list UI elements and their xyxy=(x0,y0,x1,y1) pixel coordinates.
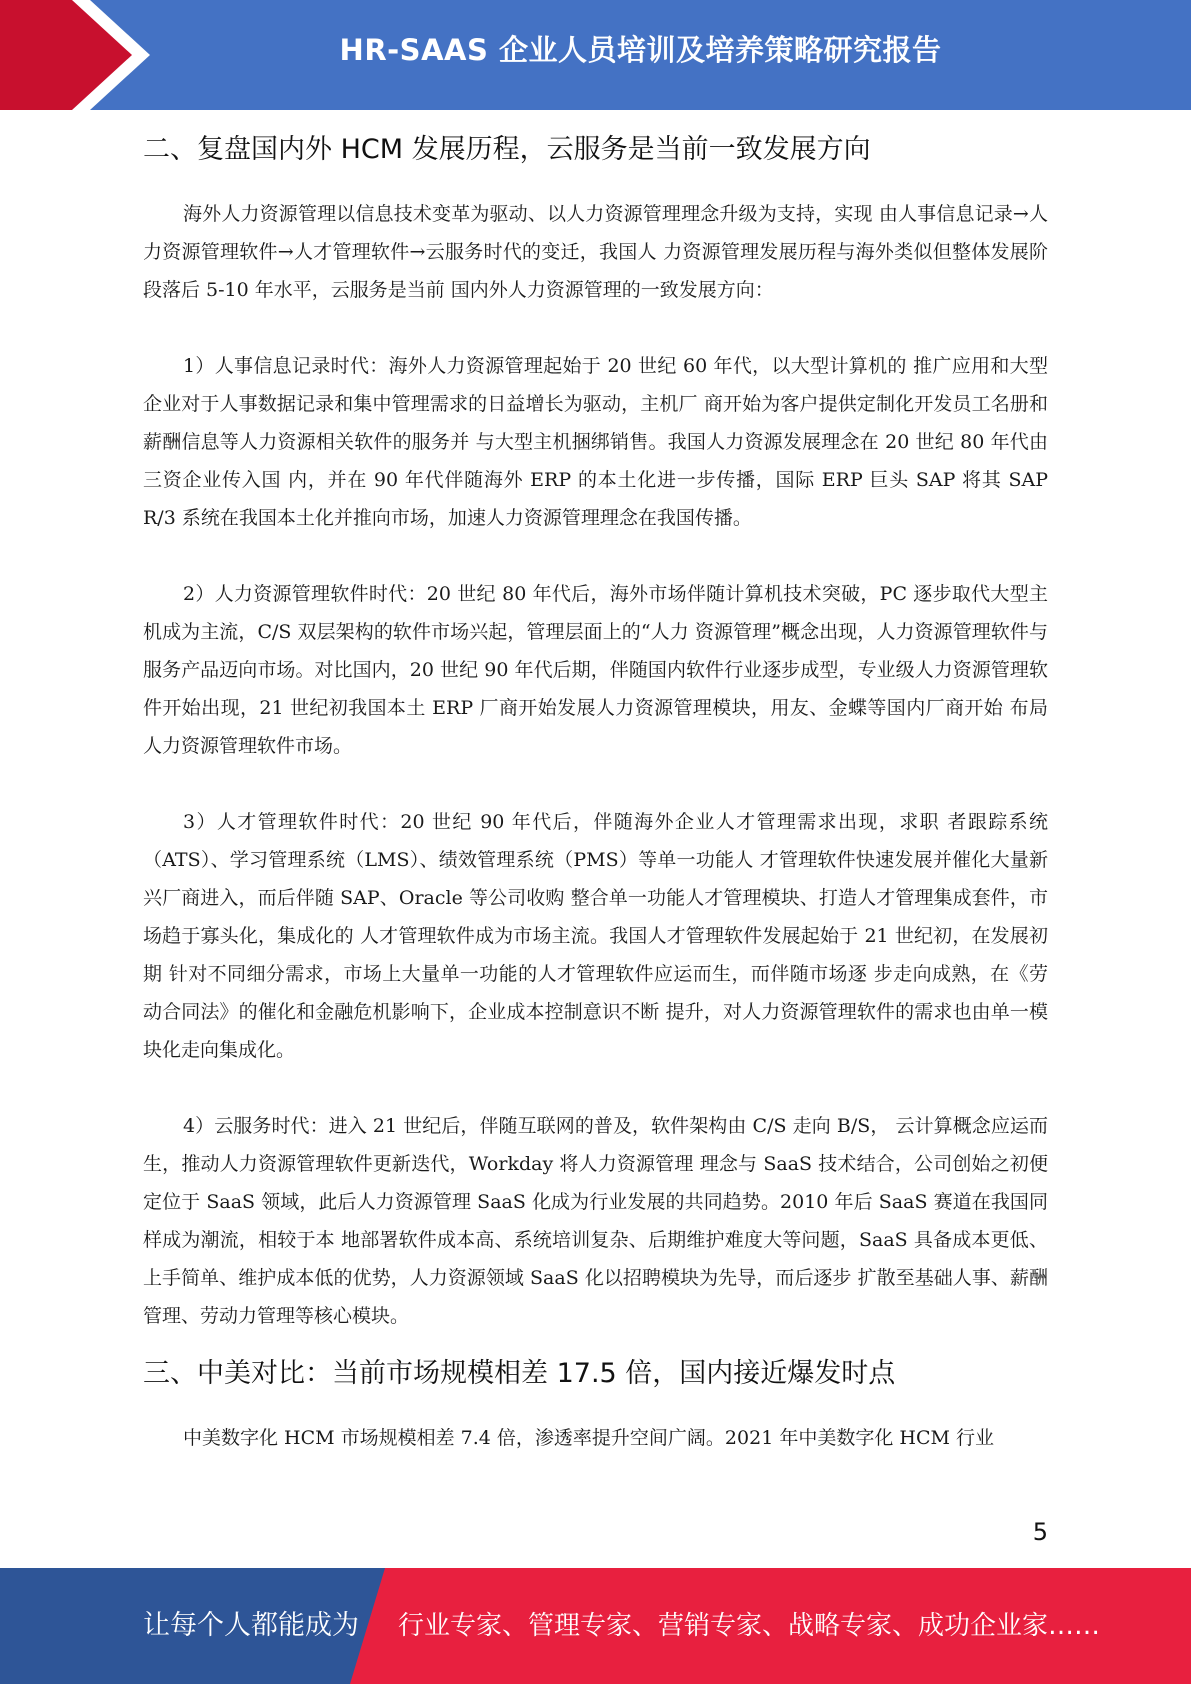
paragraph: 1）人事信息记录时代：海外人力资源管理起始于 20 世纪 60 年代，以大型计算机的 推广应用和大型企业对于人事数据记录和集中管理需求的日益增长为驱动，主机厂 商开始为客户提供定制化开发员工名册和薪酬信息等人力资源相关软件的服务并 与大型主机捆绑销售。我国人力资源发展理念在 20 世纪 80 年代由三资企业传入国 内，并在 90 年代伴随海外 ERP 的本土化进一步传播，国际 ERP 巨头 SAP 将其 SAP R/3 系统在我国本土化并推向市场，加速人力资源管理理念在我国传播。 xyxy=(143,355,1048,529)
paragraph: 中美数字化 HCM 市场规模相差 7.4 倍，渗透率提升空间广阔。2021 年中美数字化 HCM 行业 xyxy=(183,1427,994,1449)
footer-slogan-left: 让每个人都能成为 xyxy=(143,1610,359,1641)
paragraph: 海外人力资源管理以信息技术变革为驱动、以人力资源管理理念升级为支持，实现 由人事信息记录→人力资源管理软件→人才管理软件→云服务时代的变迁，我国人 力资源管理发展历程与海外类似但整体发展阶段落后 5-10 年水平，云服务是当前 国内外人力资源管理的一致发展方向： xyxy=(143,203,1048,301)
page-footer xyxy=(0,1568,1191,1684)
page-number: 5 xyxy=(1032,1518,1048,1546)
section-title: 二、复盘国内外 HCM 发展历程，云服务是当前一致发展方向 xyxy=(143,134,871,165)
paragraph: 4）云服务时代：进入 21 世纪后，伴随互联网的普及，软件架构由 C/S 走向 B/S， 云计算概念应运而生，推动人力资源管理软件更新迭代，Workday 将人力资源管理 理念与 SaaS 技术结合，公司创始之初便定位于 SaaS 领域，此后人力资源管理 SaaS 化成为行业发展的共同趋势。2010 年后 SaaS 赛道在我国同样成为潮流，相较于本 地部署软件成本高、系统培训复杂、后期维护难度大等问题，SaaS 具备成本更低、 上手简单、维护成本低的优势，人力资源领域 SaaS 化以招聘模块为先导，而后逐步 扩散至基础人事、薪酬管理、劳动力管理等核心模块。 xyxy=(143,1115,1048,1327)
header-chevron-decoration xyxy=(0,0,150,110)
paragraph: 3）人才管理软件时代：20 世纪 90 年代后，伴随海外企业人才管理需求出现，求职 者跟踪系统（ATS）、学习管理系统（LMS）、绩效管理系统（PMS）等单一功能人 才管理软件快速发展并催化大量新兴厂商进入，而后伴随 SAP、Oracle 等公司收购 整合单一功能人才管理模块、打造人才管理集成套件，市场趋于寡头化，集成化的 人才管理软件成为市场主流。我国人才管理软件发展起始于 21 世纪初，在发展初期 针对不同细分需求，市场上大量单一功能的人才管理软件应运而生，而伴随市场逐 步走向成熟，在《劳动合同法》的催化和金融危机影响下，企业成本控制意识不断 提升，对人力资源管理软件的需求也由单一模块化走向集成化。 xyxy=(143,811,1048,1061)
paragraph: 2）人力资源管理软件时代：20 世纪 80 年代后，海外市场伴随计算机技术突破，PC 逐步取代大型主机成为主流，C/S 双层架构的软件市场兴起，管理层面上的“人力 资源管理”概念出现，人力资源管理软件与服务产品迈向市场。对比国内，20 世纪 90 年代后期，伴随国内软件行业逐步成型，专业级人力资源管理软件开始出现，21 世纪初我国本土 ERP 厂商开始发展人力资源管理模块，用友、金蝶等国内厂商开始 布局人力资源管理软件市场。 xyxy=(143,583,1048,757)
report-title: HR-SAAS 企业人员培训及培养策略研究报告 xyxy=(339,33,942,67)
footer-slogan-right: 行业专家、管理专家、营销专家、战略专家、成功企业家…… xyxy=(398,1611,1101,1641)
document-body xyxy=(143,115,1048,1457)
report-header xyxy=(0,0,1191,110)
section-title: 三、中美对比：当前市场规模相差 17.5 倍，国内接近爆发时点 xyxy=(143,1358,896,1389)
